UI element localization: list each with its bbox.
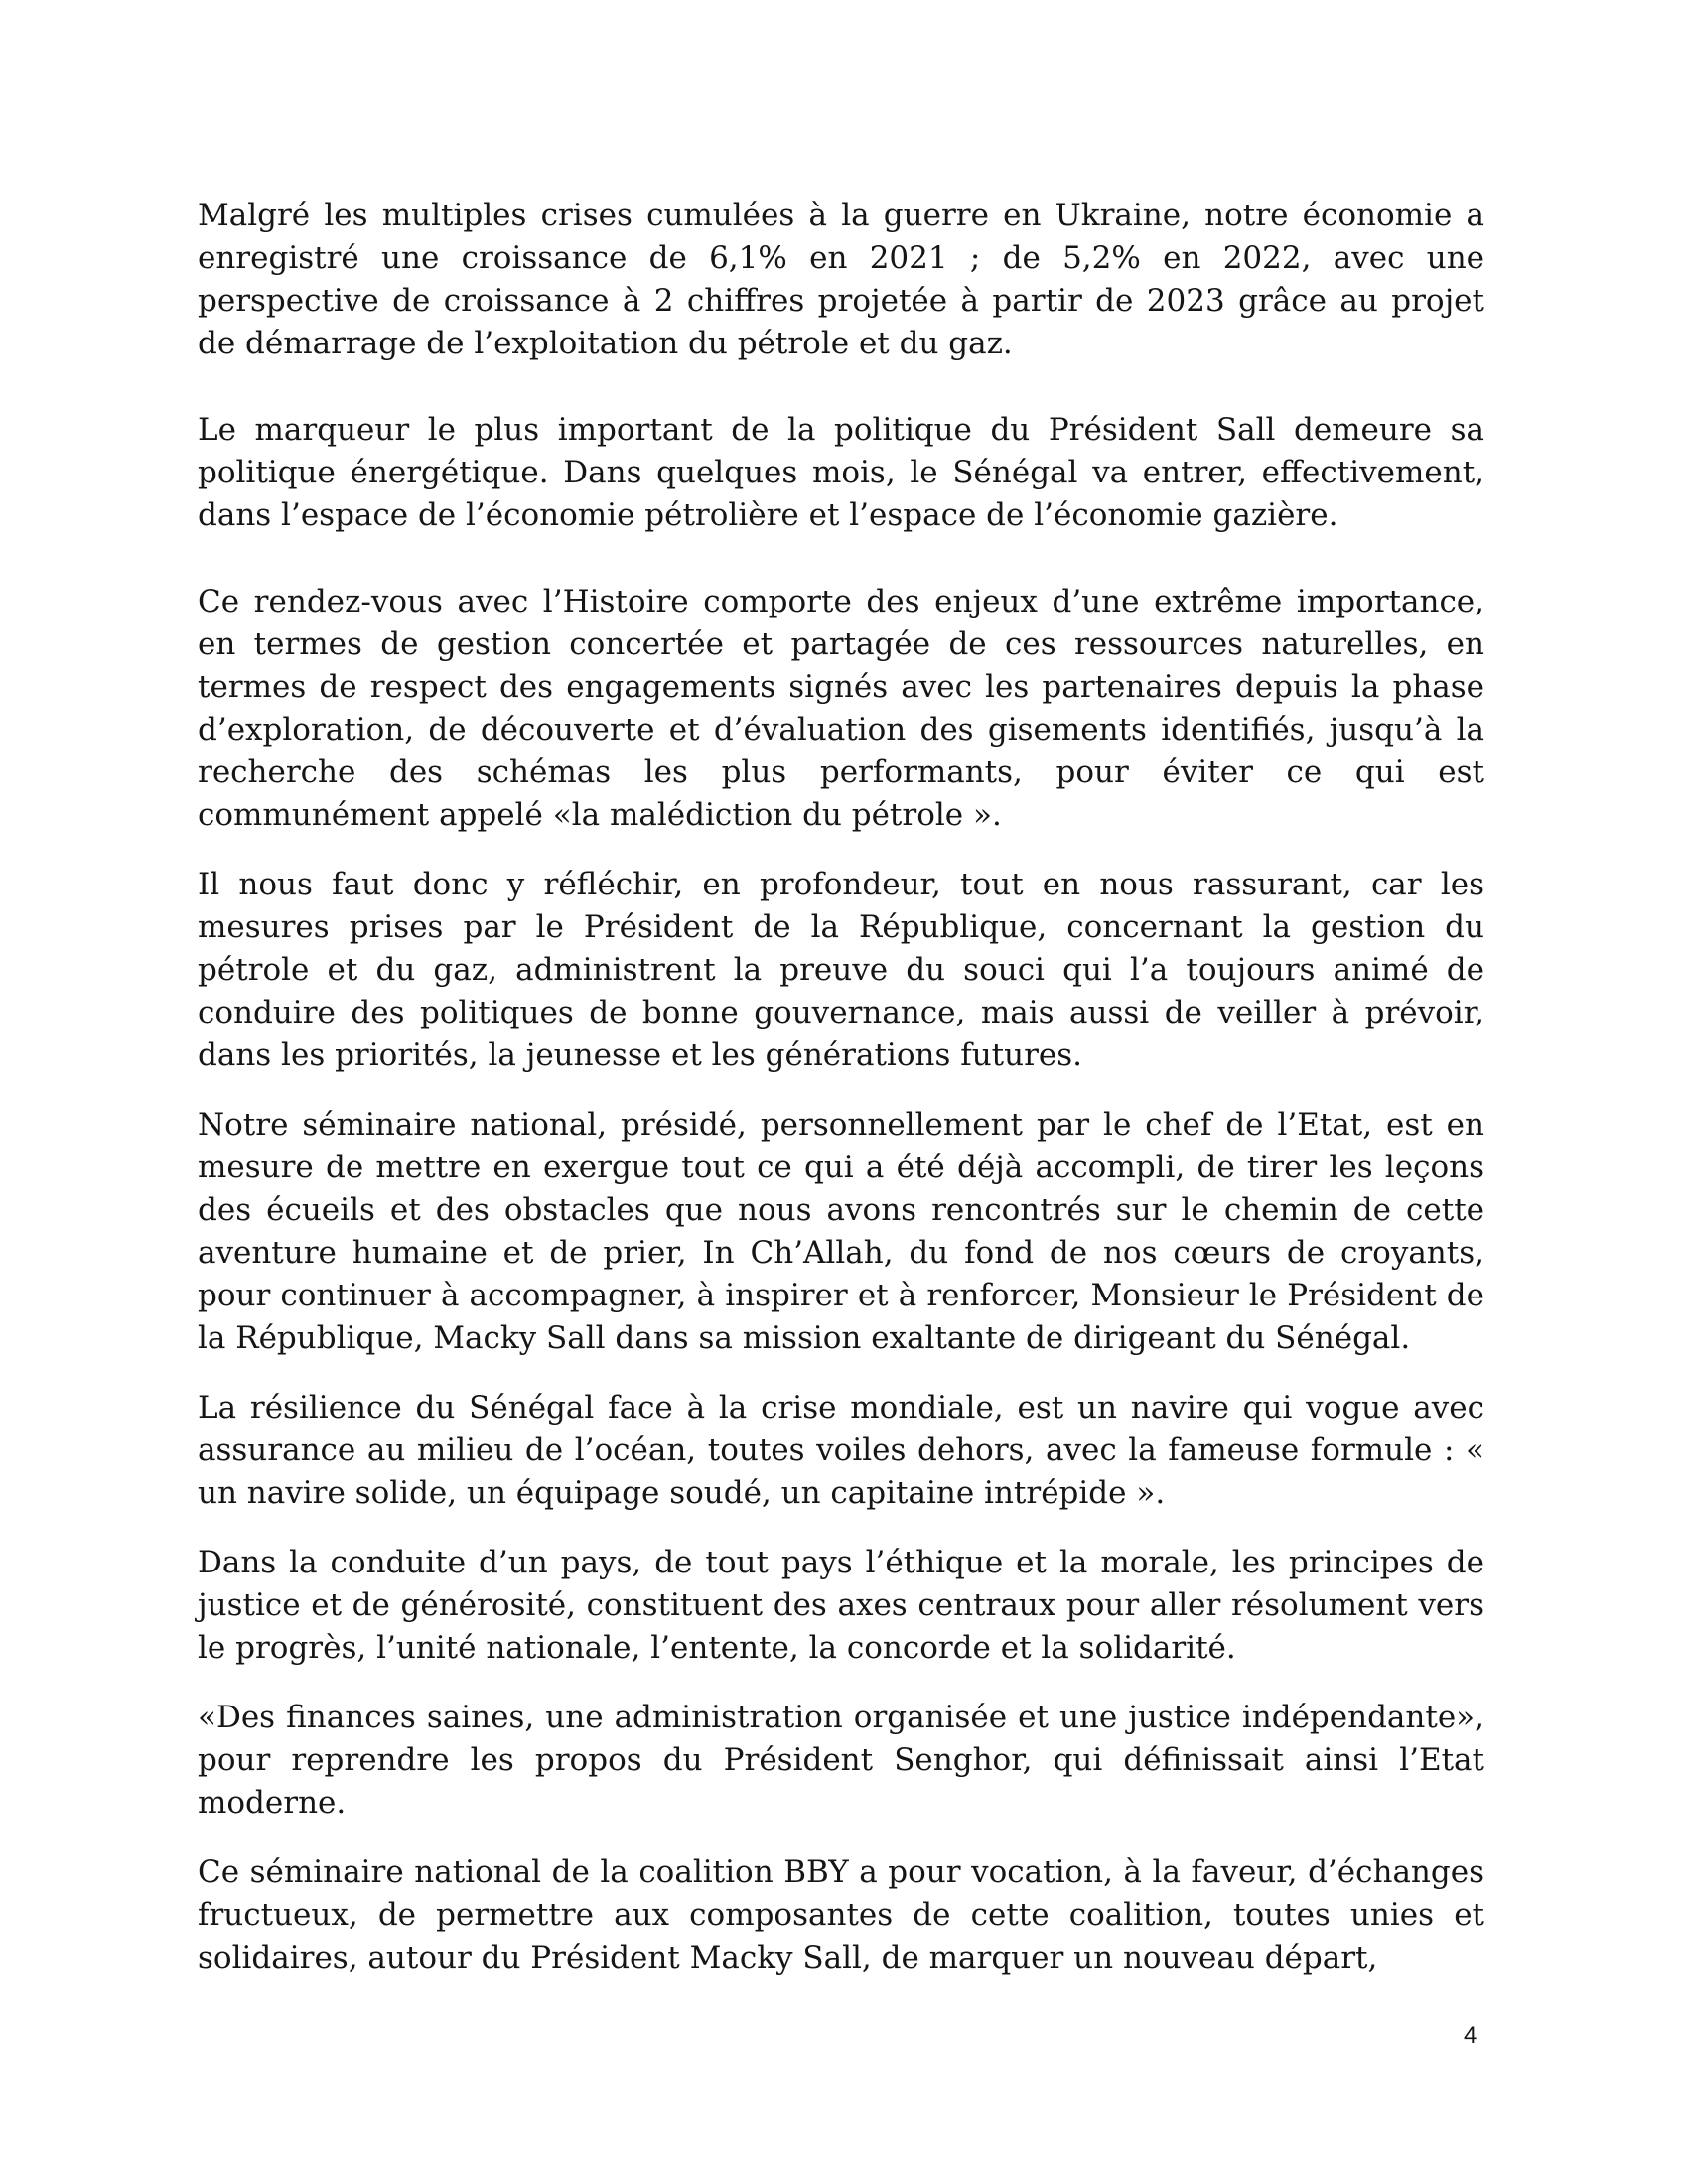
paragraph-senghor-quote: «Des finances saines, une administration organisée et une justice indépendante», pour reprendre les propos du Président Senghor, qui définissait ainsi l’Etat moderne. [198,1700,1484,1821]
document-body [198,195,1484,2006]
paragraph-reflection: Il nous faut donc y réfléchir, en profondeur, tout en nous rassurant, car les mesures prises par le Président de la République, concernant la gestion du pétrole et du gaz, administrent la preuve du souci qui l’a toujours animé de conduire des politiques de bonne gouvernance, mais aussi de veiller à prévoir, dans les priorités, la jeunesse et les générations futures. [198,867,1484,1073]
paragraph-coalition-seminar: Ce séminaire national de la coalition BBY a pour vocation, à la faveur, d’échanges fructueux, de permettre aux composantes de cette coalition, toutes unies et solidaires, autour du Président Macky Sall, de marquer un nouveau départ, [198,1854,1484,1976]
paragraph-energy-policy: Le marqueur le plus important de la politique du Président Sall demeure sa politique énergétique. Dans quelques mois, le Sénégal va entrer, effectivement, dans l’espace de l’économie pétrolière et l’espace de l’économie gazière. [198,412,1484,533]
paragraph-resilience: La résilience du Sénégal face à la crise mondiale, est un navire qui vogue avec assurance au milieu de l’océan, toutes voiles dehors, avec la fameuse formule : « un navire solide, un équipage soudé, un capitaine intrépide ». [198,1390,1484,1511]
paragraph-ethics: Dans la conduite d’un pays, de tout pays l’éthique et la morale, les principes de justice et de générosité, constituent des axes centraux pour aller résolument vers le progrès, l’unité nationale, l’entente, la concorde et la solidarité. [198,1545,1484,1666]
paragraph-history-stakes: Ce rendez-vous avec l’Histoire comporte des enjeux d’une extrême importance, en termes de gestion concertée et partagée de ces ressources naturelles, en termes de respect des engagements signés avec les partenaires depuis la phase d’exploration, de découverte et d’évaluation des gisements identifiés, jusqu’à la recherche des schémas les plus performants, pour éviter ce qui est communément appelé «la malédiction du pétrole ». [198,584,1484,833]
page-number: 4 [1464,2022,1477,2049]
paragraph-national-seminar: Notre séminaire national, présidé, personnellement par le chef de l’Etat, est en mesure de mettre en exergue tout ce qui a été déjà accompli, de tirer les leçons des écueils et des obstacles que nous avons rencontrés sur le chemin de cette aventure humaine et de prier, In Ch’Allah, du fond de nos cœurs de croyants, pour continuer à accompagner, à inspirer et à renforcer, Monsieur le Président de la République, Macky Sall dans sa mission exaltante de dirigeant du Sénégal. [198,1107,1484,1356]
paragraph-economic-growth: Malgré les multiples crises cumulées à la guerre en Ukraine, notre économie a enregistré une croissance de 6,1% en 2021 ; de 5,2% en 2022, avec une perspective de croissance à 2 chiffres projetée à partir de 2023 grâce au projet de démarrage de l’exploitation du pétrole et du gaz. [198,198,1484,361]
